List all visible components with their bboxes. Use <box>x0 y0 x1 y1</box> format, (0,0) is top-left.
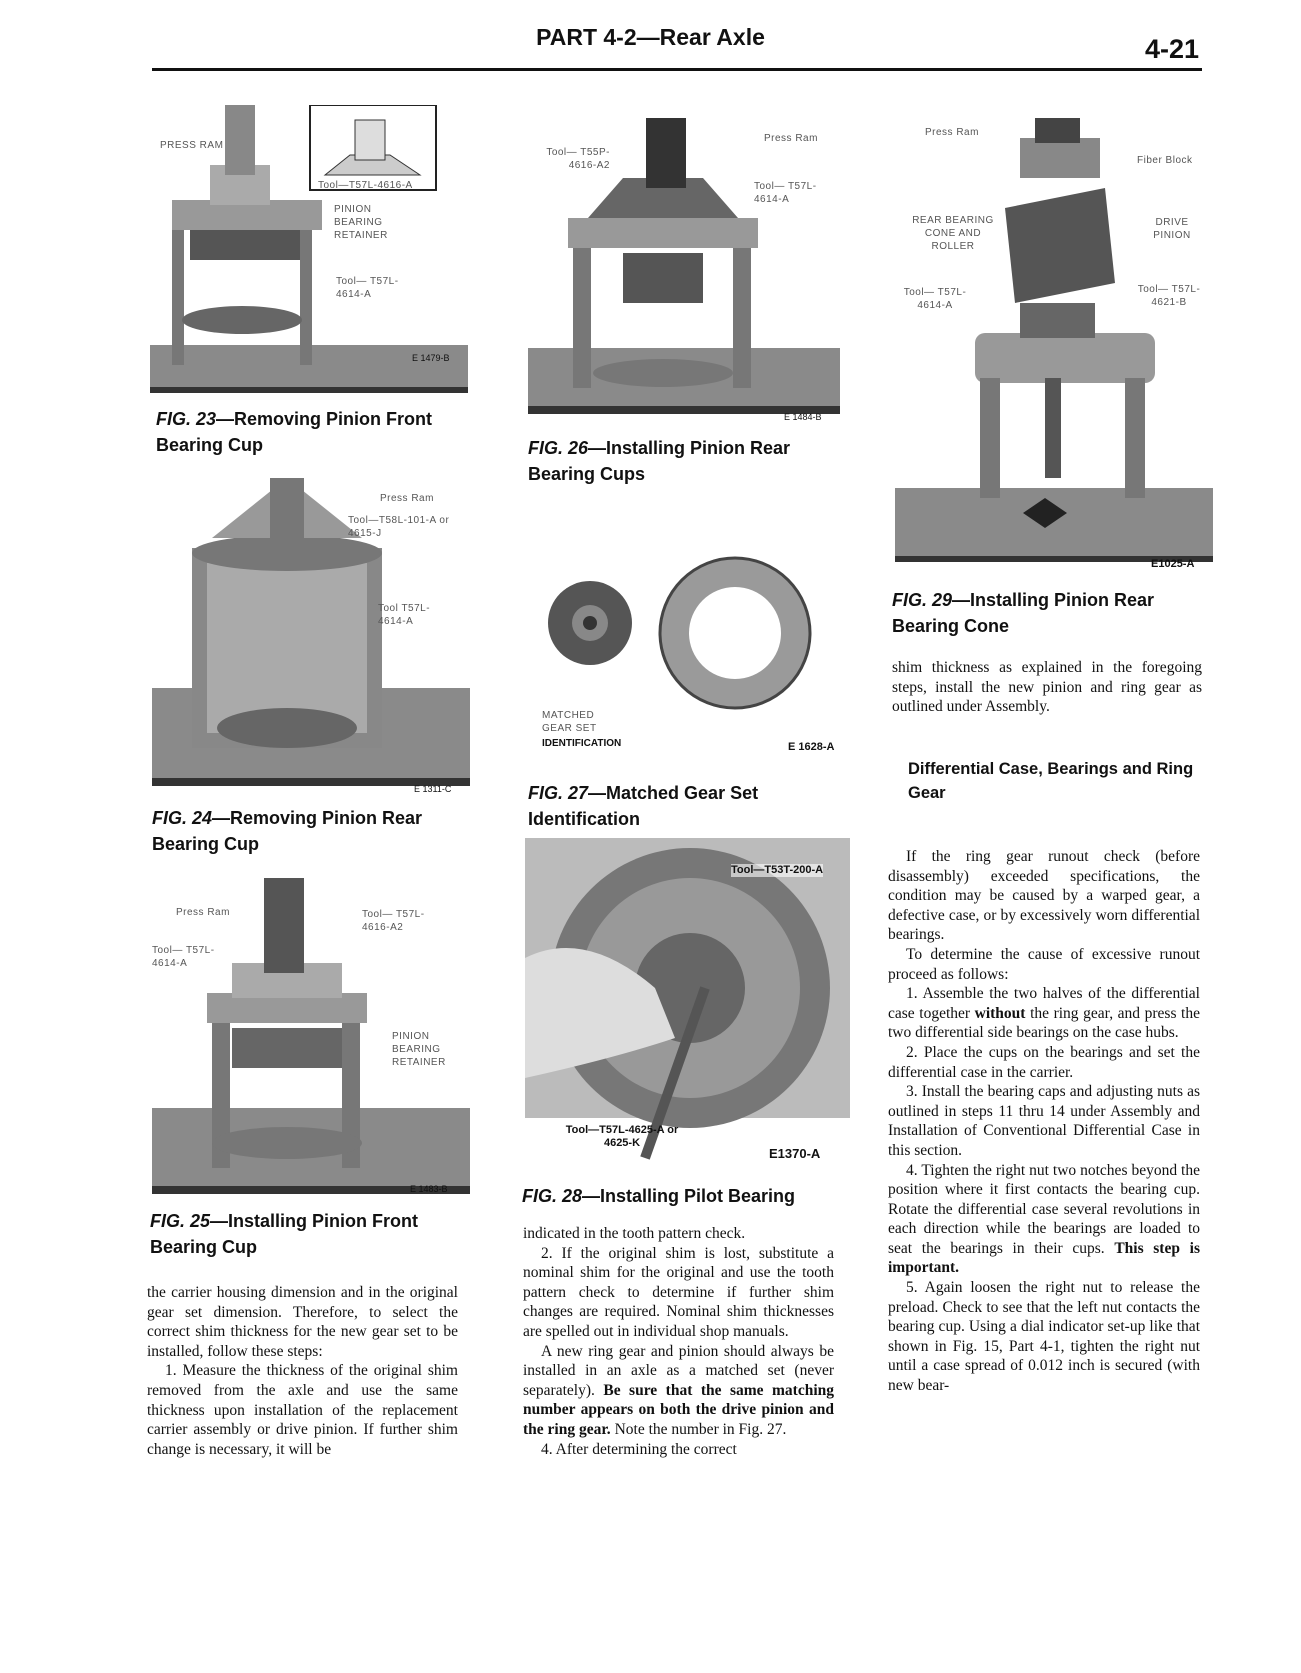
figure-23-image <box>150 105 468 397</box>
text-column-1 <box>147 1283 458 1459</box>
figure-29-caption <box>892 587 1212 639</box>
figure-29-image <box>895 118 1213 578</box>
text-column-3-top <box>892 658 1202 717</box>
figure-28-image <box>525 838 850 1170</box>
fig25-caption-num: FIG. 25 <box>150 1211 211 1231</box>
header-rule <box>152 68 1202 71</box>
col3-paragraph-7 <box>888 1161 1200 1279</box>
text-column-3 <box>888 847 1200 1396</box>
col3-paragraph-5: 2. Place the cups on the bearings and set the differential case in the carrier. <box>888 1043 1200 1081</box>
fig29-caption-num: FIG. 29 <box>892 590 953 610</box>
fig28-caption-num: FIG. 28 <box>522 1186 583 1206</box>
figure-24-image <box>152 478 470 798</box>
fig23-code: E 1479-B <box>412 353 450 363</box>
col3-paragraph-4b: without <box>974 1004 1026 1022</box>
col1-paragraph-2: 1. Measure the thickness of the original shim removed from the axle and use the same thickness upon installation of the replacement carrier assembly or drive pinion. If further shim change is necessary, it will be <box>147 1362 458 1458</box>
figure-24-caption <box>152 805 472 857</box>
fig28-label-tool-bottom: Tool—T57L-4625-A or 4625-K <box>565 1124 679 1149</box>
fig25-label-tool-right: Tool— T57L-4616-A2 <box>362 909 425 933</box>
col3-paragraph-4a: 1. Assemble the two halves of the differential case together <box>888 985 1200 1022</box>
fig26-label-tool1: Tool— T55P-4616-A2 <box>546 147 610 171</box>
fig29-label-press-ram: Press Ram <box>925 127 979 138</box>
figure-26-image <box>528 118 840 426</box>
col3-paragraph-2: If the ring gear runout check (before disassembly) exceeded specifications, the condition may be caused by a warped gear, a defective case, or by excessively worn differential bearings. <box>888 848 1200 944</box>
fig24-label-tool1: Tool—T58L-101-A or 4615-J <box>348 515 450 539</box>
fig24-label-press-ram: Press Ram <box>380 493 434 504</box>
col3-paragraph-3: To determine the cause of excessive runout proceed as follows: <box>888 945 1200 983</box>
col3-paragraph-4c: the ring gear, and press the two differential side bearings on the case hubs. <box>888 1004 1200 1042</box>
col2-paragraph-2: 2. If the original shim is lost, substitute a nominal shim for the original and use the tooth pattern check to determine if further shim changes are required. Nominal shim thicknesses are spelled out in individual shop manuals. <box>523 1244 834 1340</box>
fig27-label-identification: IDENTIFICATION <box>542 738 622 749</box>
fig29-label-rear-bearing: REAR BEARING CONE AND ROLLER <box>912 215 994 252</box>
fig29-code: E1025-A <box>1151 558 1195 570</box>
fig28-label-tool-top: Tool—T53T-200-A <box>731 864 824 876</box>
figure-27-caption <box>528 780 848 832</box>
fig27-caption-text: —Matched Gear Set Identification <box>528 783 759 829</box>
fig29-label-drive-pinion: DRIVE PINION <box>1153 217 1191 241</box>
fig26-label-press-ram: Press Ram <box>764 133 818 144</box>
fig29-label-fiber-block: Fiber Block <box>1137 155 1193 166</box>
figure-26-caption <box>528 435 848 487</box>
col3-paragraph-8: 5. Again loosen the right nut to release the preload. Check to see that the left nut contacts the bearing cup. Using a dial indicator set-up like that shown in Fig. 15, Part 4-1, tighten the right nut until a case spread of 0.012 inch is secured (with new bear- <box>888 1279 1200 1395</box>
section-heading: Differential Case, Bearings and Ring Gear <box>908 760 1194 802</box>
fig27-caption-num: FIG. 27 <box>528 783 589 803</box>
col2-paragraph-3b: Be sure that the same matching number appears on both the drive pinion and the ring gear. <box>523 1381 835 1438</box>
col3-paragraph-1: shim thickness as explained in the foregoing steps, install the new pinion and ring gear as outlined under Assembly. <box>892 659 1202 716</box>
fig25-label-retainer: PINION BEARING RETAINER <box>392 1031 446 1068</box>
figure-27-image <box>530 555 846 765</box>
col3-paragraph-6: 3. Install the bearing caps and adjusting nuts as outlined in steps 11 thru 14 under Assembly and Installation of Conventional Differential Case in this section. <box>888 1083 1200 1159</box>
fig23-label-inset-tool: Tool—T57L-4616-A <box>318 180 413 191</box>
fig26-code: E 1484-B <box>784 412 822 422</box>
col1-paragraph-1: the carrier housing dimension and in the original gear set dimension. Therefore, to select the correct shim thickness for the new gear set to be installed, follow these steps: <box>147 1284 458 1360</box>
fig24-label-tool2: Tool T57L-4614-A <box>378 603 431 627</box>
fig23-label-retainer: PINION BEARING RETAINER <box>334 204 388 241</box>
fig24-caption-text: —Removing Pinion Rear Bearing Cup <box>152 808 423 854</box>
fig26-caption-text: —Installing Pinion Rear Bearing Cups <box>528 438 791 484</box>
fig23-caption-num: FIG. 23 <box>156 409 217 429</box>
col3-paragraph-7b: This step is important. <box>888 1239 1200 1277</box>
fig26-caption-num: FIG. 26 <box>528 438 589 458</box>
page-title: PART 4-2—Rear Axle <box>536 24 765 50</box>
fig25-code: E 1483-B <box>410 1184 448 1194</box>
col3-paragraph-4 <box>888 984 1200 1043</box>
fig23-label-press-ram: PRESS RAM <box>160 140 224 151</box>
figure-25-caption <box>150 1208 470 1260</box>
fig28-caption-text: —Installing Pilot Bearing <box>582 1186 796 1206</box>
col3-paragraph-7a: 4. Tighten the right nut two notches beyond the position where it first contacts the bearing cup. Rotate the differential case several revolutions in each direction while the bearings are loaded to seat the bearings in their cups. <box>888 1161 1200 1257</box>
fig23-label-tool: Tool— T57L-4614-A <box>336 276 399 300</box>
fig24-code: E 1311-C <box>414 784 452 794</box>
text-column-2 <box>523 1224 834 1459</box>
fig25-label-tool-left: Tool— T57L-4614-A <box>152 945 215 969</box>
fig27-code: E 1628-A <box>788 741 835 753</box>
fig25-label-press-ram: Press Ram <box>176 907 230 918</box>
fig29-label-tool-right: Tool— T57L-4621-B <box>1137 284 1201 308</box>
fig26-label-tool2: Tool— T57L-4614-A <box>754 181 817 205</box>
fig28-code: E1370-A <box>769 1146 821 1161</box>
figure-28-caption <box>522 1183 852 1209</box>
fig29-label-tool-left: Tool— T57L-4614-A <box>903 287 967 311</box>
col2-paragraph-1: indicated in the tooth pattern check. <box>523 1225 746 1242</box>
col2-paragraph-3a: A new ring gear and pinion should always be installed in an axle as a matched set (never separately). <box>523 1342 834 1399</box>
col2-paragraph-4: 4. After determining the correct <box>541 1440 737 1458</box>
figure-25-image <box>152 878 470 1200</box>
fig27-label-matched-gear-set: MATCHED GEAR SET <box>542 710 597 734</box>
fig23-caption-text: —Removing Pinion Front Bearing Cup <box>156 409 433 455</box>
col2-paragraph-3c: Note the number in Fig. 27. <box>614 1420 787 1438</box>
fig24-caption-num: FIG. 24 <box>152 808 213 828</box>
col2-paragraph-3 <box>523 1342 834 1440</box>
figure-23-caption <box>156 406 476 458</box>
page-number: 4-21 <box>1145 34 1200 64</box>
fig25-caption-text: —Installing Pinion Front Bearing Cup <box>150 1211 419 1257</box>
fig29-caption-text: —Installing Pinion Rear Bearing Cone <box>892 590 1155 636</box>
